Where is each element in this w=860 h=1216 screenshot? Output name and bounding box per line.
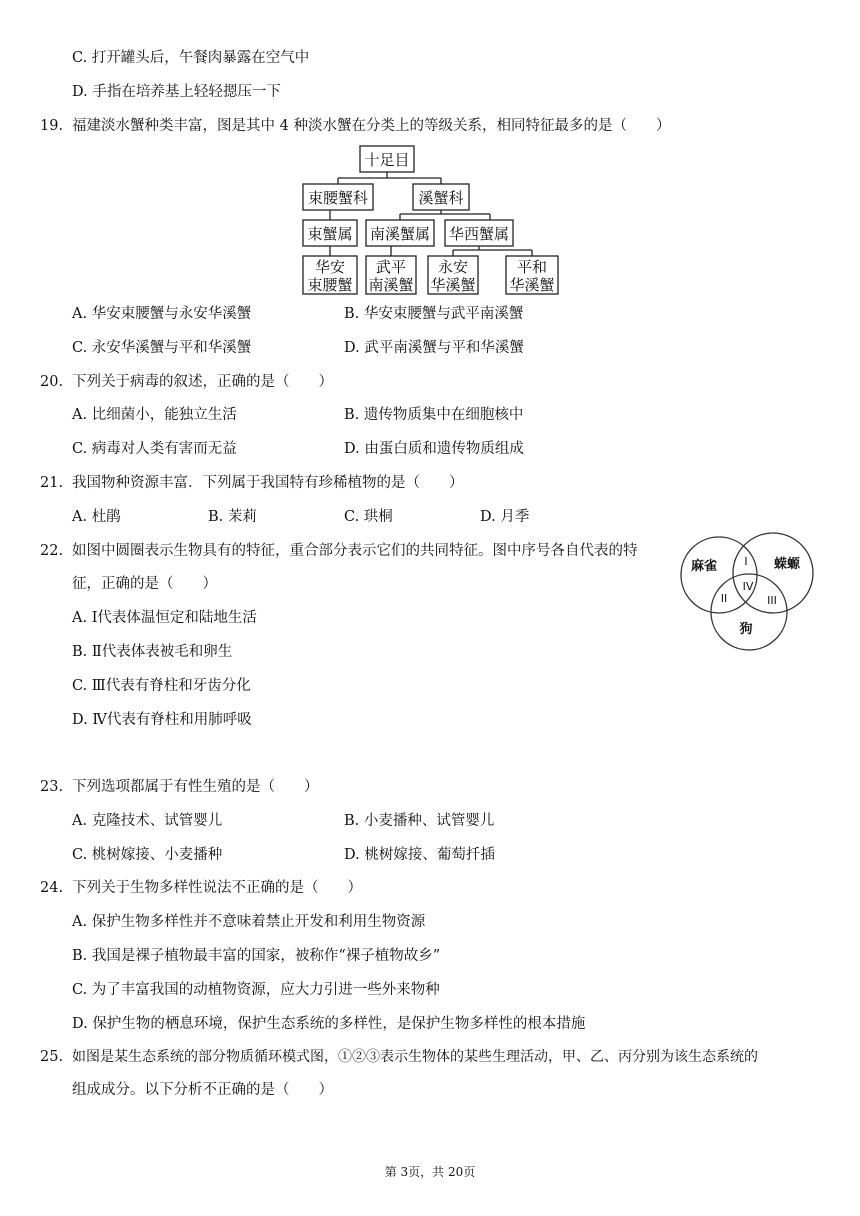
q22-option-b: B. Ⅱ代表体表被毛和卵生 bbox=[72, 644, 233, 660]
q21-option-d: D. 月季 bbox=[480, 509, 530, 525]
q24-stem: 下列关于生物多样性说法不正确的是（ ） bbox=[72, 880, 362, 896]
q24-option-a: A. 保护生物多样性并不意味着禁止开发和利用生物资源 bbox=[72, 914, 426, 930]
q19-option-d: D. 武平南溪蟹与平和华溪蟹 bbox=[344, 340, 524, 356]
venn-label-newt: 蝾螈 bbox=[773, 557, 801, 572]
q21-option-a: A. 杜鹃 bbox=[72, 509, 121, 525]
q19-option-a: A. 华安束腰蟹与永安华溪蟹 bbox=[72, 306, 252, 322]
venn-label-sparrow: 麻雀 bbox=[690, 559, 718, 574]
tree-species-2-line-2: 南溪蟹 bbox=[368, 276, 414, 294]
q18-option-d: D. 手指在培养基上轻轻摁压一下 bbox=[72, 84, 281, 100]
q23-option-d: D. 桃树嫁接、葡萄扦插 bbox=[344, 847, 495, 863]
tree-genus-2: 南溪蟹属 bbox=[369, 225, 431, 243]
tree-species-3-line-1: 永安 bbox=[437, 258, 469, 276]
q20-stem: 下列关于病毒的叙述，正确的是（ ） bbox=[72, 374, 333, 390]
q20-option-c: C. 病毒对人类有害而无益 bbox=[72, 441, 237, 457]
venn-diagram bbox=[676, 530, 824, 654]
page-footer: 第 3页，共 20页 bbox=[384, 1165, 476, 1179]
venn-region-4: IV bbox=[742, 580, 754, 593]
q19-stem: 福建淡水蟹种类丰富，图是其中 4 种淡水蟹在分类上的等级关系，相同特征最多的是（ ） bbox=[72, 118, 671, 134]
tree-species-2-line-1: 武平 bbox=[375, 258, 407, 276]
q21-number: 21. bbox=[40, 475, 64, 491]
tree-species-1-line-2: 束腰蟹 bbox=[307, 276, 353, 294]
q24-option-b: B. 我国是裸子植物最丰富的国家，被称作“裸子植物故乡” bbox=[72, 948, 441, 964]
q23-stem: 下列选项都属于有性生殖的是（ ） bbox=[72, 779, 319, 795]
crab-classification-tree bbox=[300, 144, 562, 296]
q22-option-d: D. Ⅳ代表有脊柱和用肺呼吸 bbox=[72, 712, 252, 728]
q19-option-c: C. 永安华溪蟹与平和华溪蟹 bbox=[72, 340, 252, 356]
q23-option-c: C. 桃树嫁接、小麦播种 bbox=[72, 847, 223, 863]
q23-number: 23. bbox=[40, 779, 64, 795]
tree-species-3-line-2: 华溪蟹 bbox=[430, 276, 476, 294]
tree-species-4-line-1: 平和 bbox=[516, 258, 548, 276]
q24-number: 24. bbox=[40, 880, 64, 896]
q19-number: 19. bbox=[40, 118, 64, 134]
q18-option-c: C. 打开罐头后，午餐肉暴露在空气中 bbox=[72, 50, 310, 66]
q20-option-d: D. 由蛋白质和遗传物质组成 bbox=[344, 441, 524, 457]
q21-stem: 我国物种资源丰富．下列属于我国特有珍稀植物的是（ ） bbox=[72, 475, 464, 491]
q22-option-a: A. Ⅰ代表体温恒定和陆地生活 bbox=[72, 610, 257, 626]
q25-stem-line-2: 组成成分。以下分析不正确的是（ ） bbox=[72, 1082, 333, 1098]
q25-number: 25. bbox=[40, 1049, 64, 1065]
venn-label-dog: 狗 bbox=[739, 622, 753, 637]
q23-option-a: A. 克隆技术、试管婴儿 bbox=[72, 813, 223, 829]
venn-region-2: II bbox=[720, 592, 728, 605]
q21-option-b: B. 茉莉 bbox=[208, 509, 257, 525]
q20-option-b: B. 遗传物质集中在细胞核中 bbox=[344, 407, 524, 423]
tree-species-1-line-1: 华安 bbox=[314, 258, 346, 276]
tree-order: 十足目 bbox=[364, 151, 410, 169]
q24-option-c: C. 为了丰富我国的动植物资源，应大力引进一些外来物种 bbox=[72, 982, 440, 998]
q22-number: 22. bbox=[40, 543, 64, 559]
tree-family-2: 溪蟹科 bbox=[418, 189, 464, 207]
venn-region-3: III bbox=[767, 594, 777, 607]
q23-option-b: B. 小麦播种、试管婴儿 bbox=[344, 813, 495, 829]
q22-stem-line-1: 如图中圆圈表示生物具有的特征，重合部分表示它们的共同特征。图中序号各自代表的特 bbox=[72, 543, 638, 559]
q20-option-a: A. 比细菌小，能独立生活 bbox=[72, 407, 237, 423]
tree-genus-3: 华西蟹属 bbox=[448, 225, 510, 243]
q22-option-c: C. Ⅲ代表有脊柱和牙齿分化 bbox=[72, 678, 251, 694]
tree-family-1: 束腰蟹科 bbox=[307, 189, 369, 207]
q19-option-b: B. 华安束腰蟹与武平南溪蟹 bbox=[344, 306, 524, 322]
venn-region-1: I bbox=[744, 555, 748, 568]
q24-option-d: D. 保护生物的栖息环境，保护生态系统的多样性，是保护生物多样性的根本措施 bbox=[72, 1016, 586, 1032]
tree-genus-1: 束蟹属 bbox=[307, 225, 353, 243]
tree-species-4-line-2: 华溪蟹 bbox=[509, 276, 555, 294]
q20-number: 20. bbox=[40, 374, 64, 390]
q25-stem-line-1: 如图是某生态系统的部分物质循环模式图，①②③表示生物体的某些生理活动，甲、乙、丙分别为该生态系统的 bbox=[72, 1049, 758, 1065]
q22-stem-line-2: 征，正确的是（ ） bbox=[72, 576, 217, 592]
q21-option-c: C. 珙桐 bbox=[344, 509, 393, 525]
